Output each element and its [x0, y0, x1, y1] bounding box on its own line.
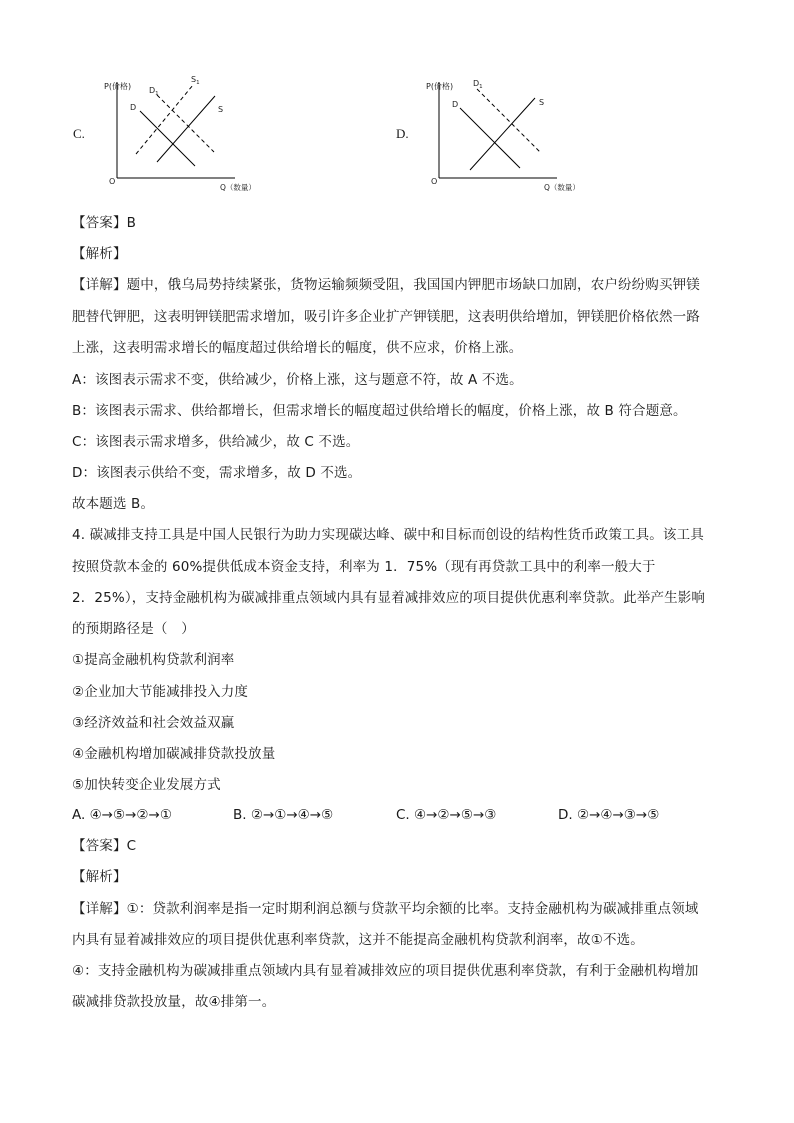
q3-analysis-title: 【解析】	[72, 246, 127, 262]
origin-label: O	[431, 177, 438, 186]
q4-stem-line-4: 的预期路径是（ ）	[72, 621, 195, 637]
demand-curve-d	[460, 108, 520, 168]
q4-choice-c: C. ④→②→⑤→③	[396, 807, 497, 823]
supply-curve-s	[470, 98, 535, 170]
q3-detail-line-2: 肥替代钾肥，这表明钾镁肥需求增加，吸引许多企业扩产钾镁肥，这表明供给增加，钾镁肥价格依然一路	[72, 309, 700, 325]
q4-stem-line-3: 2．25%），支持金融机构为碳减排重点领域内具有显着减排效应的项目提供优惠利率贷款。此举产生影响	[72, 590, 706, 606]
q3-explanation-c: C：该图表示需求增多，供给减少，故 C 不选。	[72, 434, 360, 450]
d1-label: $D_1$	[149, 86, 159, 97]
q4-choice-a: A. ④→⑤→②→①	[72, 807, 172, 823]
d-label: D	[452, 100, 459, 109]
demand-curve-d1	[157, 95, 214, 152]
q4-detail-line-3: ④：支持金融机构为碳减排重点领域内具有显着减排效应的项目提供优惠利率贷款，有利于金融机构增加	[72, 963, 699, 979]
supply-curve-s	[157, 96, 215, 162]
q3-explanation-b: B：该图表示需求、供给都增长，但需求增长的幅度超过供给增长的幅度，价格上涨，故 B 符合题意。	[72, 403, 687, 419]
q4-item-4: ④金融机构增加碳减排贷款投放量	[72, 746, 276, 762]
q3-explanation-a: A：该图表示需求不变，供给减少，价格上涨，这与题意不符，故 A 不选。	[72, 372, 523, 388]
supply-curve-s1	[136, 85, 193, 154]
s1-label: $S_1$	[191, 75, 200, 86]
q4-stem-line-1: 4. 碳减排支持工具是中国人民银行为助力实现碳达峰、碳中和目标而创设的结构性货币政策工具。该工具	[72, 527, 704, 543]
d1-label: $D_1$	[473, 79, 483, 90]
supply-demand-graph-d	[422, 72, 622, 197]
s-label: S	[218, 105, 224, 114]
demand-curve-d1	[477, 89, 541, 153]
s-label: S	[539, 98, 545, 107]
origin-label: O	[109, 177, 116, 186]
demand-curve-d	[140, 111, 195, 166]
supply-demand-graph-c	[100, 72, 300, 197]
x-axis-label: Q（数量）	[544, 183, 580, 192]
q4-item-1: ①提高金融机构贷款利润率	[72, 652, 235, 668]
y-axis-label: P(价格)	[426, 82, 454, 91]
q3-detail-line-3: 上涨，这表明需求增长的幅度超过供给增长的幅度，供不应求，价格上涨。	[72, 340, 523, 356]
q3-detail-line-1: 【详解】题中，俄乌局势持续紧张，货物运输频频受阻，我国国内钾肥市场缺口加剧，农户纷纷购买钾镁	[72, 277, 700, 293]
d-label: D	[130, 103, 137, 112]
q4-detail-line-4: 碳减排贷款投放量，故④排第一。	[72, 994, 276, 1010]
q4-detail-line-1: 【详解】①：贷款利润率是指一定时期利润总额与贷款平均余额的比率。支持金融机构为碳减排重点领域	[72, 901, 699, 917]
option-d-label: D.	[396, 126, 409, 141]
q4-detail-line-2: 内具有显着减排效应的项目提供优惠利率贷款，这并不能提高金融机构贷款利润率，故①不选。	[72, 932, 644, 948]
x-axis-label: Q（数量）	[220, 183, 256, 192]
y-axis-label: P(价格)	[104, 82, 132, 91]
option-c-label: C.	[73, 126, 85, 141]
q3-explanation-d: D：该图表示供给不变，需求增多，故 D 不选。	[72, 465, 362, 481]
q4-answer: 【答案】C	[72, 838, 137, 854]
q4-item-3: ③经济效益和社会效益双赢	[72, 715, 235, 731]
q4-analysis-title: 【解析】	[72, 869, 127, 885]
q4-item-2: ②企业加大节能减排投入力度	[72, 684, 249, 700]
q4-choice-b: B. ②→①→④→⑤	[233, 807, 334, 823]
q4-choice-d: D. ②→④→③→⑤	[558, 807, 660, 823]
q3-answer: 【答案】B	[72, 215, 137, 231]
q4-item-5: ⑤加快转变企业发展方式	[72, 777, 221, 793]
q4-stem-line-2: 按照贷款本金的 60%提供低成本资金支持，利率为 1．75%（现有再贷款工具中的利率一般大于	[72, 559, 656, 575]
q3-conclusion: 故本题选 B。	[72, 496, 155, 512]
